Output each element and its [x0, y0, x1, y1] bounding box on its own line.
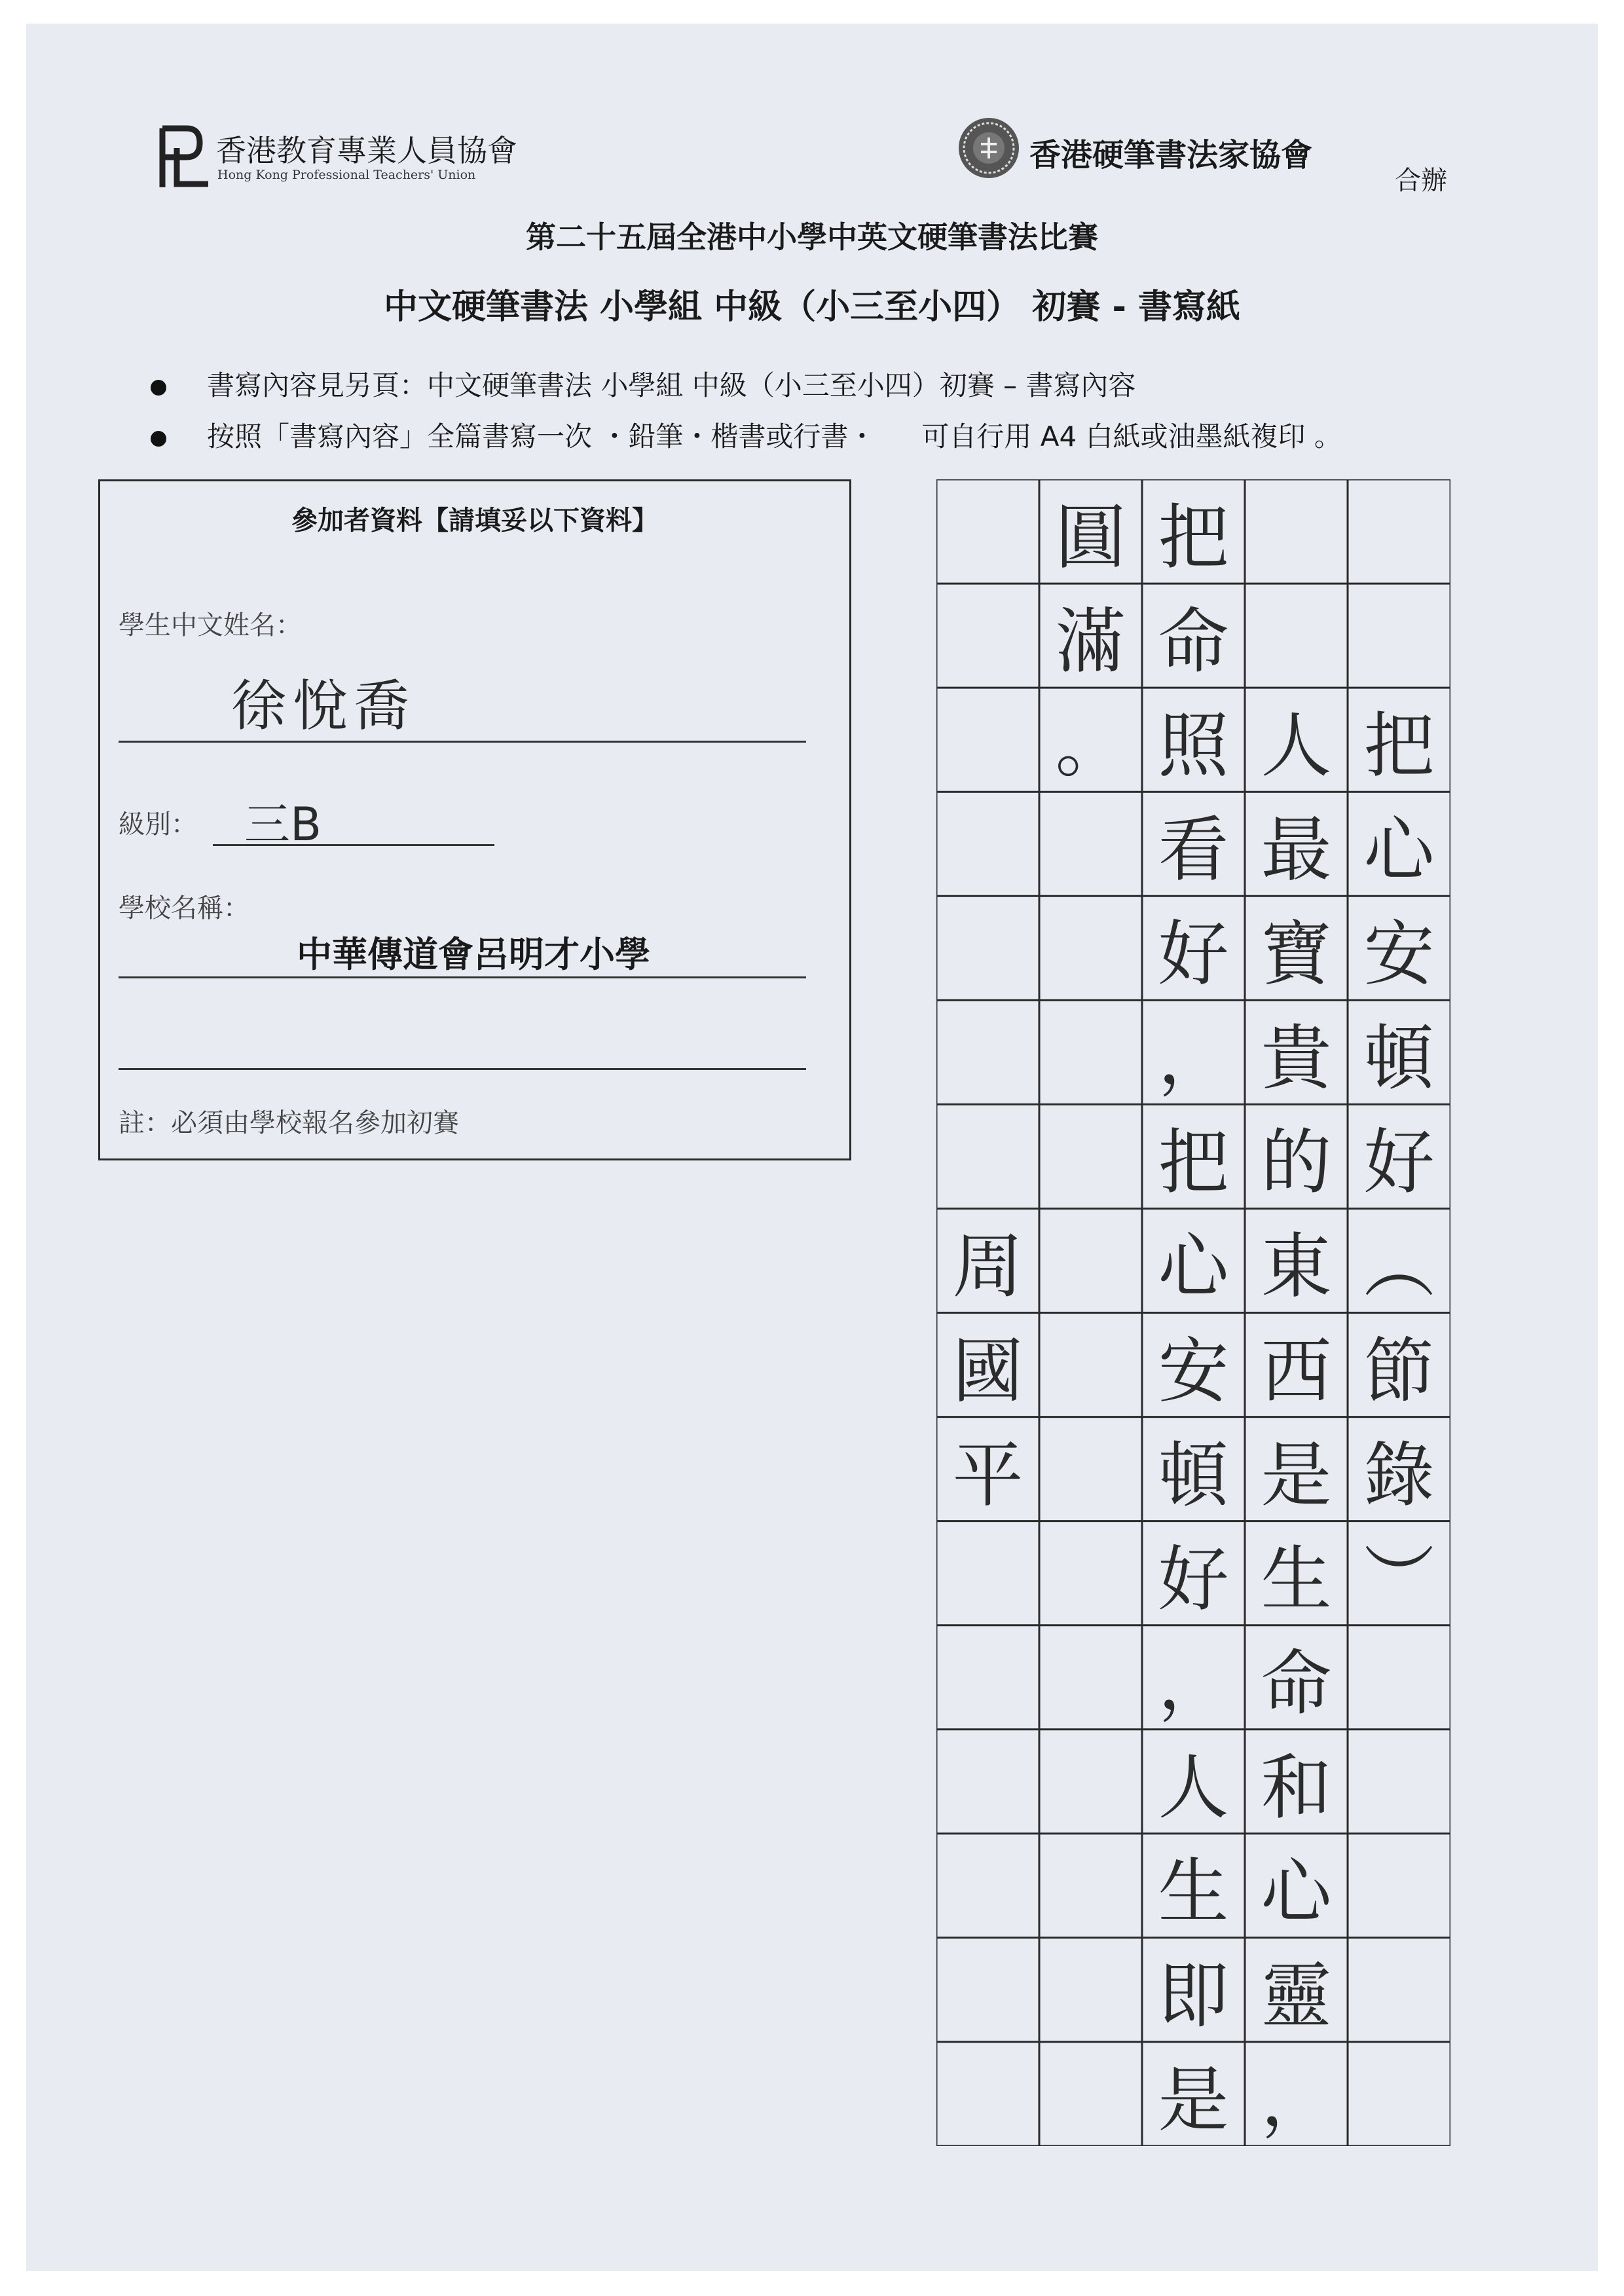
class-label: 級別：	[119, 809, 197, 840]
grid-cell-char: 生	[1158, 1851, 1229, 1933]
grid-cell-char: 照	[1158, 705, 1229, 788]
student-name-field[interactable]: 徐悅喬	[231, 674, 416, 738]
grid-cell-char: 命	[1261, 1642, 1332, 1725]
grid-cell-char: ，	[1158, 1642, 1229, 1725]
writing-grid	[936, 479, 1450, 2146]
school-name-field[interactable]: 中華傳道會呂明才小學	[297, 933, 650, 975]
grid-cell-char: ，	[1158, 1018, 1229, 1100]
school-name-underline	[119, 976, 806, 978]
class-field[interactable]: 三B	[244, 798, 322, 851]
grid-cell-char: 寶	[1261, 914, 1332, 996]
org1-english-name: Hong Kong Professional Teachers' Union	[217, 168, 476, 182]
org2-name: 香港硬筆書法家協會	[1029, 137, 1313, 174]
grid-cell-char: ︶	[1363, 1538, 1435, 1621]
grid-cell-char: 靈	[1261, 1955, 1332, 2037]
grid-cell-char: 西	[1261, 1330, 1332, 1413]
grid-cell-char: 圓	[1055, 497, 1126, 580]
grid-cell-char: 貴	[1261, 1018, 1332, 1100]
grid-cell-char: 是	[1158, 2059, 1229, 2141]
instruction-2-text: 按照「書寫內容」全篇書寫一次 ・鉛筆・楷書或行書・	[207, 420, 876, 453]
grid-cell-char: 人	[1261, 705, 1332, 788]
grid-cell-char: 國	[952, 1330, 1024, 1413]
grid-cell-char: 好	[1158, 914, 1229, 996]
grid-cell-char: 的	[1261, 1122, 1332, 1204]
grid-cell-char: 節	[1363, 1330, 1435, 1413]
grid-cell-char: 安	[1158, 1330, 1229, 1413]
grid-cell-char: 好	[1363, 1122, 1435, 1204]
grid-cell-char: 心	[1261, 1851, 1332, 1933]
participant-info-heading: 參加者資料【請填妥以下資料】	[291, 506, 658, 536]
grid-cell-char: 。	[1055, 705, 1126, 788]
grid-cell-char: 心	[1363, 809, 1435, 892]
participant-info-box	[98, 479, 851, 1160]
grid-cell-char: 安	[1363, 914, 1435, 996]
grid-cell-char: 生	[1261, 1538, 1332, 1621]
paper-sheet	[26, 24, 1598, 2271]
grid-cell-char: 把	[1158, 1122, 1229, 1204]
instruction-1-text: 書寫內容見另頁：中文硬筆書法 小學組 中級（小三至小四）初賽 – 書寫內容	[207, 369, 1136, 401]
instruction-1	[151, 364, 1135, 403]
grid-cell-char: 周	[952, 1226, 1024, 1308]
grid-cell-char: ，	[1261, 2059, 1332, 2141]
grid-cell-char: 和	[1261, 1747, 1332, 1829]
grid-cell-char: 最	[1261, 809, 1332, 892]
grid-cell-char: 好	[1158, 1538, 1229, 1621]
grid-cell-char: 把	[1363, 705, 1435, 788]
grid-cell-char: 錄	[1363, 1434, 1435, 1517]
bullet-icon	[151, 431, 166, 447]
grid-cell-char: 命	[1158, 601, 1229, 684]
sheet-title: 中文硬筆書法 小學組 中級（小三至小四） 初賽 - 書寫紙	[383, 287, 1241, 327]
joint-organiser-label: 合辦	[1395, 166, 1447, 196]
grid-cell-char: 人	[1158, 1747, 1229, 1829]
grid-cell-char: 滿	[1055, 601, 1126, 684]
grid-cell-char: 把	[1158, 497, 1229, 580]
grid-cell-char: ︵	[1363, 1226, 1435, 1308]
grid-cell-char: 東	[1261, 1226, 1332, 1308]
grid-cell-char: 看	[1158, 809, 1229, 892]
grid-cell-char: 頓	[1158, 1434, 1229, 1517]
seal-icon	[956, 115, 1022, 181]
grid-cell-char: 即	[1158, 1955, 1229, 2037]
extra-underline	[119, 1068, 806, 1070]
grid-cell-char: 是	[1261, 1434, 1332, 1517]
grid-cell-char: 頓	[1363, 1018, 1435, 1100]
bullet-icon	[151, 380, 166, 396]
student-name-label: 學生中文姓名：	[119, 610, 302, 640]
school-name-label: 學校名稱：	[119, 893, 249, 923]
grid-cell-char: 平	[952, 1434, 1024, 1517]
instruction-2	[151, 415, 1342, 454]
registration-note: 註：必須由學校報名參加初賽	[119, 1108, 459, 1138]
competition-title: 第二十五屆全港中小學中英文硬筆書法比賽	[526, 219, 1098, 255]
org1-name: 香港教育專業人員協會	[216, 133, 517, 168]
ptu-logo-icon	[151, 122, 210, 194]
grid-cell-char: 心	[1158, 1226, 1229, 1308]
instruction-2-copy-text: 可自行用 A4 白紙或油墨紙複印 。	[921, 420, 1342, 453]
class-underline	[213, 844, 494, 846]
student-name-underline	[119, 741, 806, 743]
